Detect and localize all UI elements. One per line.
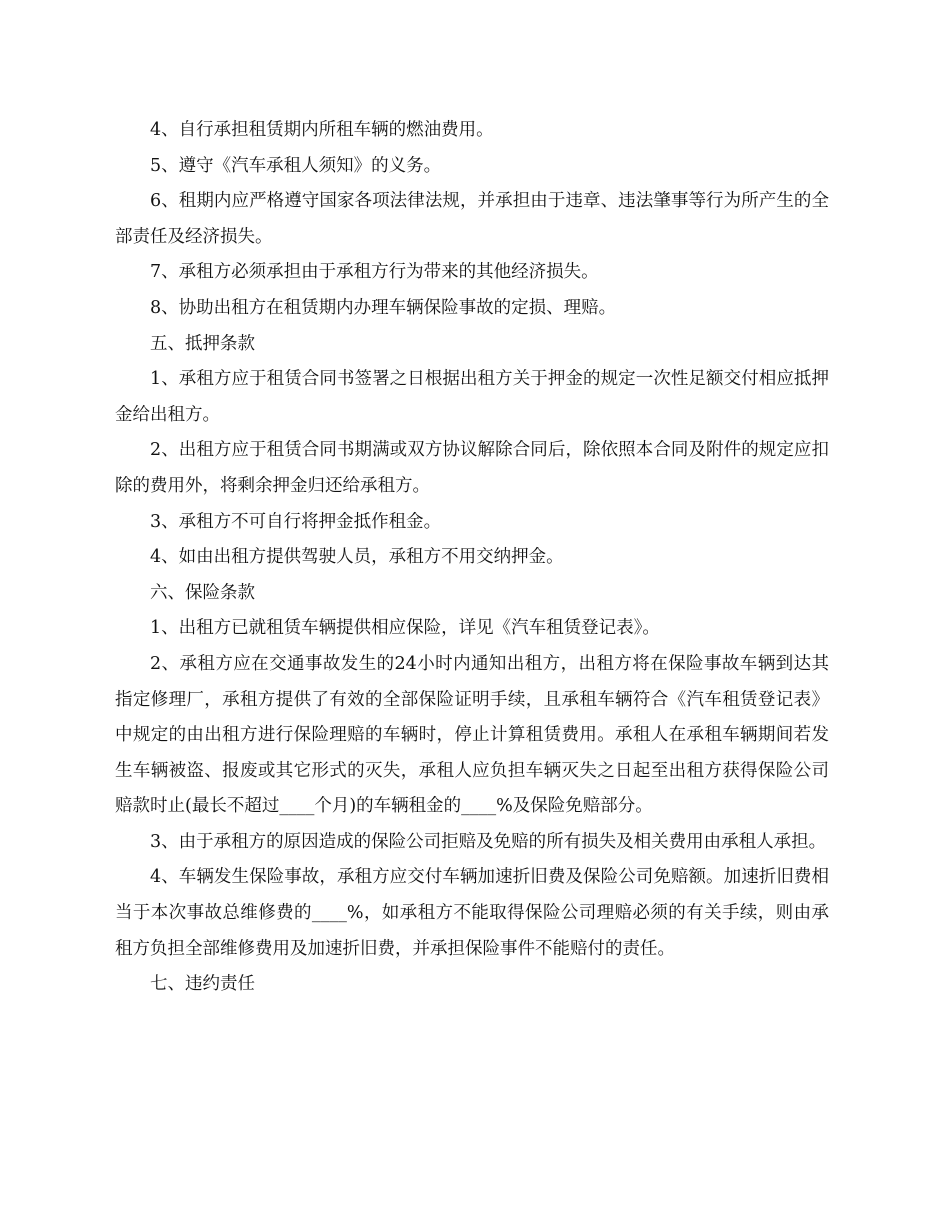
deposit-clause-1: 1、承租方应于租赁合同书签署之日根据出租方关于押金的规定一次性足额交付相应抵押金给出租方。 xyxy=(115,369,829,425)
section-heading-insurance: 六、保险条款 xyxy=(150,582,255,603)
clause-4-fuel-cost: 4、自行承担租赁期内所租车辆的燃油费用。 xyxy=(150,120,494,140)
deposit-clause-4: 4、如由出租方提供驾驶人员，承租方不用交纳押金。 xyxy=(150,547,564,568)
section-heading-breach: 七、违约责任 xyxy=(150,974,255,995)
deposit-clause-2: 2、出租方应于租赁合同书期满或双方协议解除合同后，除依照本合同及附件的规定应扣除的费用外，将剩余押金归还给承租方。 xyxy=(115,440,829,496)
insurance-clause-3: 3、由于承租方的原因造成的保险公司拒赔及免赔的所有损失及相关费用由承租人承担。 xyxy=(150,831,827,852)
insurance-clause-4: 4、车辆发生保险事故，承租方应交付车辆加速折旧费及保险公司免赔额。加速折旧费相当于本次事故总维修费的____%，如承租方不能取得保险公司理赔必须的有关手续，则由承租方负担全部维修费用及加速折旧费，并承担保险事件不能赔付的责任。 xyxy=(115,867,829,959)
clause-5-lessee-notice: 5、遵守《汽车承租人须知》的义务。 xyxy=(150,155,442,176)
deposit-clause-3: 3、承租方不可自行将押金抵作租金。 xyxy=(150,511,442,532)
insurance-clause-2: 2、承租方应在交通事故发生的24小时内通知出租方，出租方将在保险事故车辆到达其指定修理厂，承租方提供了有效的全部保险证明手续，且承租车辆符合《汽车租赁登记表》中规定的由出租方进行保险理赔的车辆时，停止计算租赁费用。承租人在承租车辆期间若发生车辆被盗、报废或其它形式的灭失，承租人应负担车辆灭失之日起至出租方获得保险公司赔款时止(最长不超过____个月)的车辆租金的____%及保险免赔部分。 xyxy=(115,653,829,817)
clause-8-insurance-assist: 8、协助出租方在租赁期内办理车辆保险事故的定损、理赔。 xyxy=(150,297,617,318)
document-body xyxy=(115,113,829,1003)
clause-6-legal-compliance: 6、租期内应严格遵守国家各项法律法规，并承担由于违章、违法肇事等行为所产生的全部责任及经济损失。 xyxy=(115,191,829,247)
insurance-clause-1: 1、出租方已就租赁车辆提供相应保险，详见《汽车租赁登记表》。 xyxy=(150,618,660,639)
section-heading-deposit: 五、抵押条款 xyxy=(150,333,255,354)
clause-7-economic-loss: 7、承租方必须承担由于承租方行为带来的其他经济损失。 xyxy=(150,262,599,283)
